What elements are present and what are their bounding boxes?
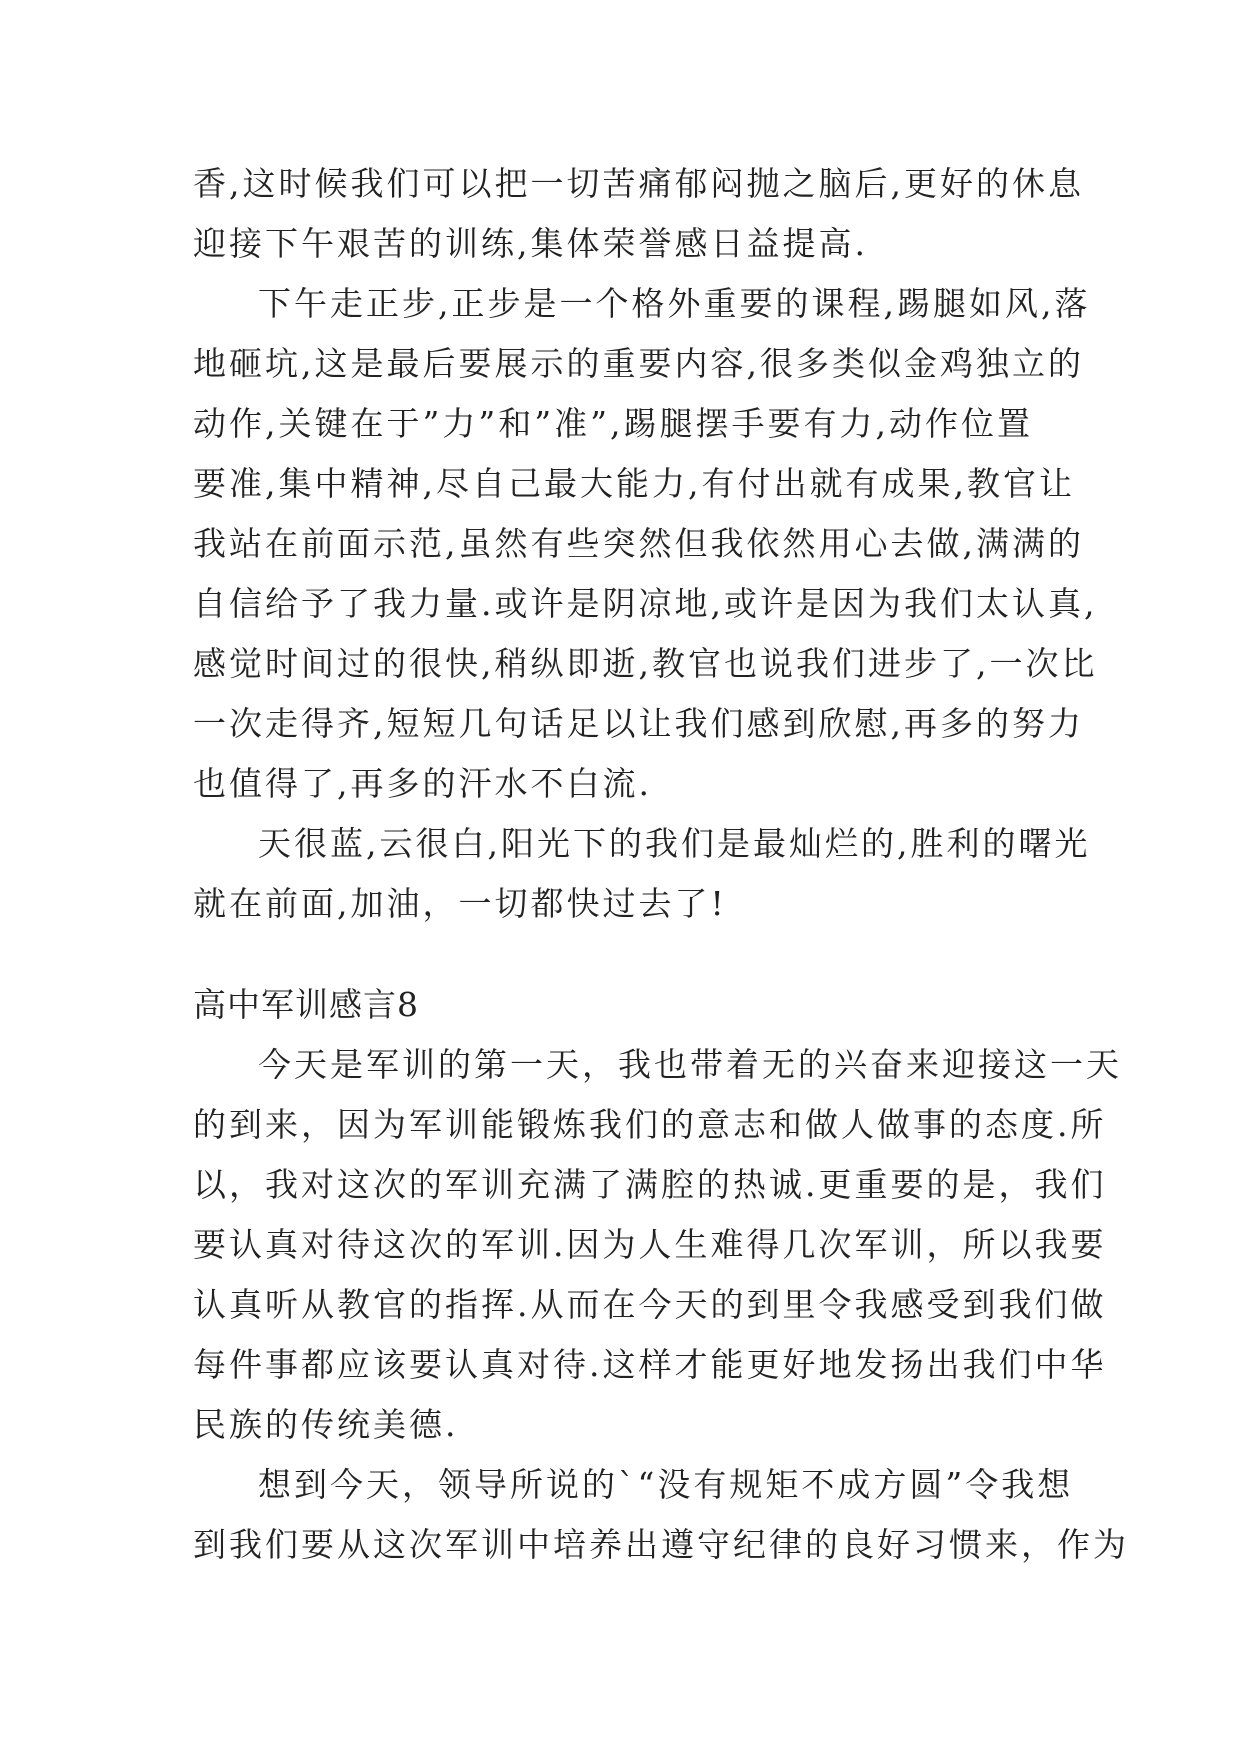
text-line: 每件事都应该要认真对待.这样才能更好地发扬出我们中华 bbox=[193, 1345, 1107, 1384]
text-line: 认真听从教官的指挥.从而在今天的到里令我感受到我们做 bbox=[193, 1285, 1107, 1324]
text-line: 要准,集中精神,尽自己最大能力,有付出就有成果,教官让 bbox=[193, 464, 1075, 503]
text-line: 的到来，因为军训能锻炼我们的意志和做人做事的态度.所 bbox=[193, 1105, 1107, 1144]
text-line: 要认真对待这次的军训.因为人生难得几次军训，所以我要 bbox=[193, 1225, 1107, 1264]
text-line: 地砸坑,这是最后要展示的重要内容,很多类似金鸡独立的 bbox=[193, 344, 1084, 383]
text-line: 以，我对这次的军训充满了满腔的热诚.更重要的是，我们 bbox=[193, 1165, 1107, 1204]
paragraph-first-line: 下午走正步,正步是一个格外重要的课程,踢腿如风,落 bbox=[258, 284, 1091, 323]
text-line: 我站在前面示范,虽然有些突然但我依然用心去做,满满的 bbox=[193, 524, 1084, 563]
text-line: 民族的传统美德. bbox=[193, 1405, 459, 1444]
text-line: 自信给予了我力量.或许是阴凉地,或许是因为我们太认真, bbox=[193, 584, 1098, 623]
text-line: 香,这时候我们可以把一切苦痛郁闷抛之脑后,更好的休息 bbox=[193, 164, 1084, 203]
text-line: 感觉时间过的很快,稍纵即逝,教官也说我们进步了,一次比 bbox=[193, 644, 1098, 683]
text-line: 就在前面,加油，一切都快过去了! bbox=[193, 884, 727, 923]
text-line: 动作,关键在于”力”和”准”,踢腿摆手要有力,动作位置 bbox=[193, 404, 1033, 443]
text-line: 一次走得齐,短短几句话足以让我们感到欣慰,再多的努力 bbox=[193, 704, 1084, 743]
paragraph-first-line: 想到今天，领导所说的`“没有规矩不成方圆”令我想 bbox=[258, 1465, 1074, 1504]
text-line: 迎接下午艰苦的训练,集体荣誉感日益提高. bbox=[193, 224, 868, 263]
paragraph-first-line: 今天是军训的第一天，我也带着无的兴奋来迎接这一天 bbox=[258, 1045, 1122, 1084]
section-heading: 高中军训感言8 bbox=[193, 985, 419, 1024]
text-line: 也值得了,再多的汗水不白流. bbox=[193, 764, 652, 803]
paragraph-first-line: 天很蓝,云很白,阳光下的我们是最灿烂的,胜利的曙光 bbox=[258, 824, 1091, 863]
text-line: 到我们要从这次军训中培养出遵守纪律的良好习惯来，作为 bbox=[193, 1525, 1129, 1564]
